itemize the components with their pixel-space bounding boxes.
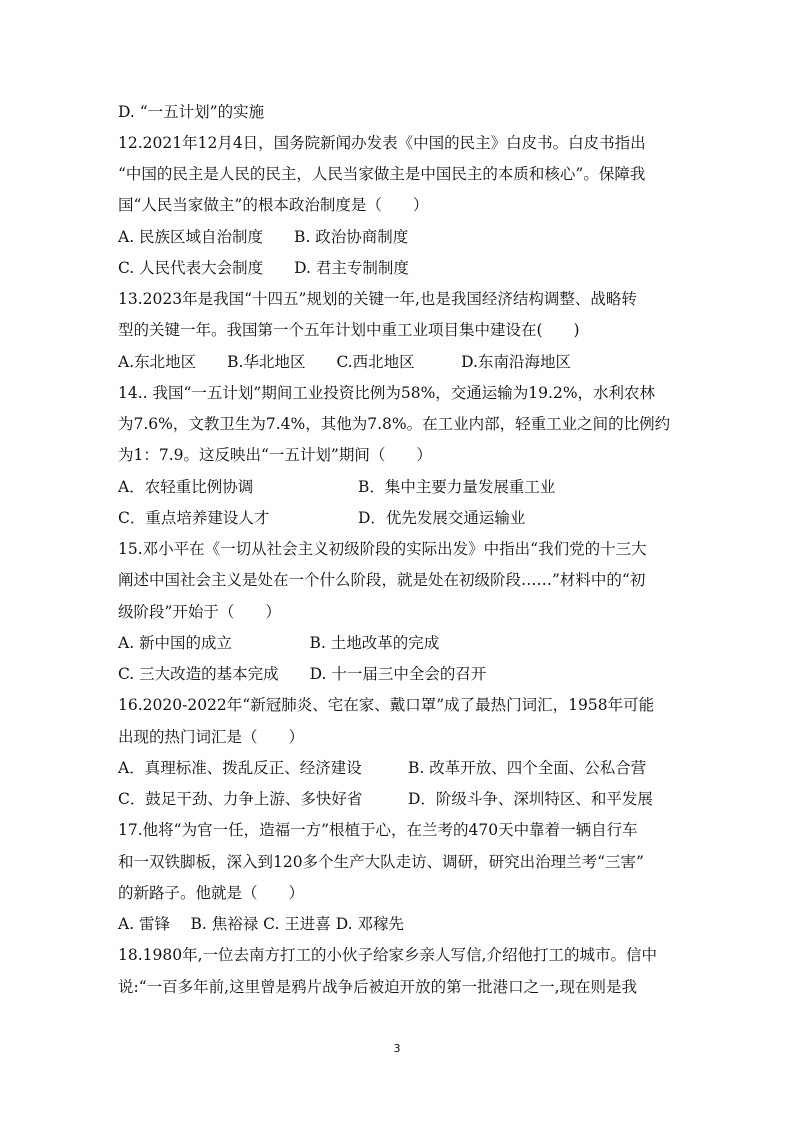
option-d: D．阶级斗争、深圳特区、和平发展	[408, 790, 653, 808]
question-16-stem: 16.2020-2022年“新冠肺炎、宅在家、戴口罩”成了最热门词汇，1958年可能	[118, 696, 655, 714]
question-17-stem: 17.他将“为官一任，造福一方”根植于心，在兰考的470天中靠着一辆自行车	[118, 821, 638, 839]
question-15-stem: 阐述中国社会主义是处在一个什么阶段，就是处在初级阶段……”材料中的“初	[118, 571, 646, 589]
option-b: B. 改革开放、四个全面、公私合营	[408, 759, 647, 777]
question-12-stem: 国“人民当家做主”的根本政治制度是（ ）	[118, 196, 429, 214]
option-b: B．集中主要力量发展重工业	[358, 478, 556, 496]
question-17-stem: 和一双铁脚板，深入到120多个生产大队走访、调研，研究出治理兰考“三害”	[118, 853, 644, 871]
option-line: D. “一五计划”的实施	[118, 103, 265, 121]
option-a: A．农轻重比例协调	[118, 478, 254, 496]
option-c: C．鼓足干劲、力争上游、多快好省	[118, 790, 363, 808]
question-15-options: A. 新中国的成立 B. 土地改革的完成	[118, 634, 440, 652]
question-12-stem: “中国的民主是人民的民主，人民当家做主是中国民主的本质和核心”。保障我	[118, 165, 646, 183]
question-18-stem: 说:“一百多年前,这里曾是鸦片战争后被迫开放的第一批港口之一,现在则是我	[118, 978, 638, 996]
option-d: D．优先发展交通运输业	[358, 509, 526, 527]
question-15-options: C. 三大改造的基本完成 D. 十一届三中全会的召开	[118, 665, 487, 683]
question-13-stem: 13.2023年是我国“十四五”规划的关键一年,也是我国经济结构调整、战略转	[118, 290, 637, 308]
question-15-stem: 15.邓小平在《一切从社会主义初级阶段的实际出发》中指出“我们党的十三大	[118, 540, 647, 558]
question-14-stem: 14.. 我国“一五计划”期间工业投资比例为58%，交通运输为19.2%，水利农林	[118, 384, 656, 402]
question-13-stem: 型的关键一年。我国第一个五年计划中重工业项目集中建设在( )	[118, 321, 580, 339]
question-14-stem: 为1：7.9。这反映出“一五计划”期间（ ）	[118, 446, 432, 464]
question-16-stem: 出现的热门词汇是（ ）	[118, 728, 305, 746]
question-12-stem: 12.2021年12月4日，国务院新闻办发表《中国的民主》白皮书。白皮书指出	[118, 134, 646, 152]
question-17-options: A. 雷锋 B. 焦裕禄 C. 王进喜 D. 邓稼先	[118, 915, 404, 933]
question-14-options	[118, 508, 526, 528]
question-16-options	[118, 789, 653, 809]
option-a: A．真理标准、拨乱反正、经济建设	[118, 759, 362, 777]
question-15-stem: 级阶段”开始于（ ）	[118, 603, 281, 621]
question-16-options	[118, 758, 647, 778]
question-18-stem: 18.1980年,一位去南方打工的小伙子给家乡亲人写信,介绍他打工的城市。信中	[118, 946, 657, 964]
question-12-options: C. 人民代表大会制度 D. 君主专制制度	[118, 259, 409, 277]
question-12-options: A. 民族区域自治制度 B. 政治协商制度	[118, 228, 409, 246]
question-14-stem: 为7.6%，文教卫生为7.4%，其他为7.8%。在工业内部，轻重工业之间的比例约	[118, 415, 671, 433]
option-c: C．重点培养建设人才	[118, 509, 270, 527]
question-17-stem: 的新路子。他就是（ ）	[118, 884, 305, 902]
question-14-options	[118, 477, 556, 497]
page-number: 3	[393, 1042, 401, 1055]
question-13-options: A.东北地区 B.华北地区 C.西北地区 D.东南沿海地区	[118, 353, 571, 371]
